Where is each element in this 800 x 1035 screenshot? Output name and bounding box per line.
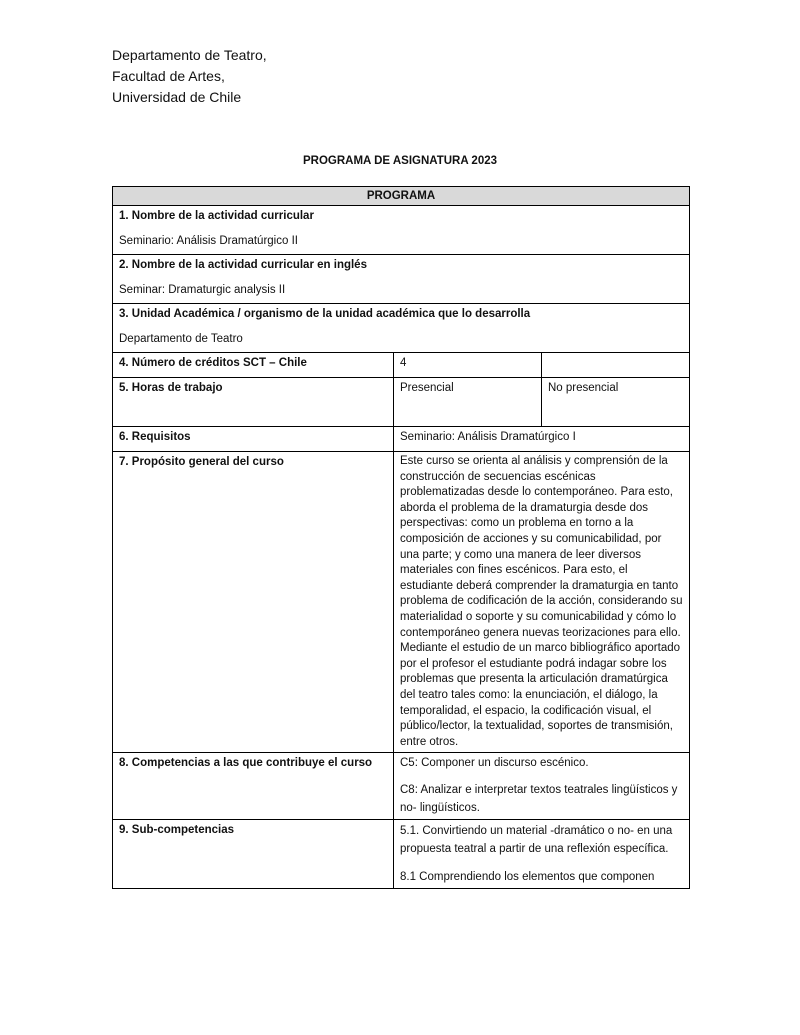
academic-unit-label: 3. Unidad Académica / organismo de la unidad académica que lo desarrolla (119, 308, 531, 320)
program-table (112, 186, 690, 889)
requirements-value: Seminario: Análisis Dramatúrgico I (394, 427, 690, 452)
credits-empty-cell (542, 353, 690, 378)
table-header-row (113, 187, 690, 206)
activity-name-label: 1. Nombre de la actividad curricular (119, 210, 314, 222)
document-title: PROGRAMA DE ASIGNATURA 2023 (302, 155, 498, 167)
sub-competencies-label: 9. Sub-competencias (119, 824, 235, 837)
sub-competency-5-1: 5.1. Convirtiendo un material -dramático o no- en una propuesta teatral a partir de una reflexión específica. (400, 825, 673, 856)
row-activity-name-english (113, 255, 690, 304)
purpose-label: 7. Propósito general del curso (119, 456, 284, 468)
competency-c8: C8: Analizar e interpretar textos teatrales lingüísticos y no- lingüísticos. (400, 784, 678, 815)
activity-name-value: Seminario: Análisis Dramatúrgico II (119, 235, 298, 247)
credits-label: 4. Número de créditos SCT – Chile (119, 357, 307, 369)
row-sub-competencies (113, 820, 690, 889)
requirements-label: 6. Requisitos (119, 431, 191, 443)
header-faculty: Facultad de Artes, (112, 68, 225, 84)
sub-competency-8-1: 8.1 Comprendiendo los elementos que componen (400, 871, 655, 884)
credits-value: 4 (394, 353, 542, 378)
row-academic-unit (113, 304, 690, 353)
table-header: PROGRAMA (113, 187, 690, 206)
competency-c5: C5: Componer un discurso escénico. (400, 757, 589, 770)
competencies-label: 8. Competencias a las que contribuye el curso (119, 757, 373, 770)
work-hours-no-presencial: No presencial (542, 378, 690, 427)
work-hours-presencial: Presencial (394, 378, 542, 427)
activity-name-english-label: 2. Nombre de la actividad curricular en inglés (119, 259, 367, 271)
row-requirements (113, 427, 690, 452)
document-header (112, 45, 267, 108)
row-work-hours (113, 378, 690, 427)
header-department: Departamento de Teatro, (112, 47, 267, 63)
row-purpose (113, 452, 690, 753)
row-credits (113, 353, 690, 378)
purpose-paragraph-2: Mediante el estudio de un marco bibliográfico aportado por el profesor el estudiante podrá indagar sobre los problemas que presenta la articulación dramatúrgica del teatro tales como: la enunciación, el diálogo, la temporalidad, el espacio, la codificación visual, el público/lector, la textualidad, soportes de transmisión, entre otros. (400, 642, 681, 748)
header-university: Universidad de Chile (112, 89, 242, 105)
work-hours-label: 5. Horas de trabajo (119, 382, 223, 394)
academic-unit-value: Departamento de Teatro (119, 333, 243, 345)
purpose-paragraph-1: Este curso se orienta al análisis y comprensión de la construcción de secuencias escénicas problematizadas desde lo contemporáneo. Para esto, aborda el problema de la dramaturgia desde dos perspectivas: como un problema en torno a la composición de acciones y su comunicabilidad, por una parte; y como una manera de leer diversos materiales con fines escénicos. Para esto, el estudiante deberá comprender la dramaturgia en tanto problema de codificación de la acción, considerando su materialidad o soporte y su comunicabilidad y cómo lo contemporáneo genera nuevas teorizaciones para ello. (400, 455, 683, 639)
row-competencies (113, 753, 690, 820)
row-activity-name (113, 206, 690, 255)
activity-name-english-value: Seminar: Dramaturgic analysis II (119, 284, 286, 296)
